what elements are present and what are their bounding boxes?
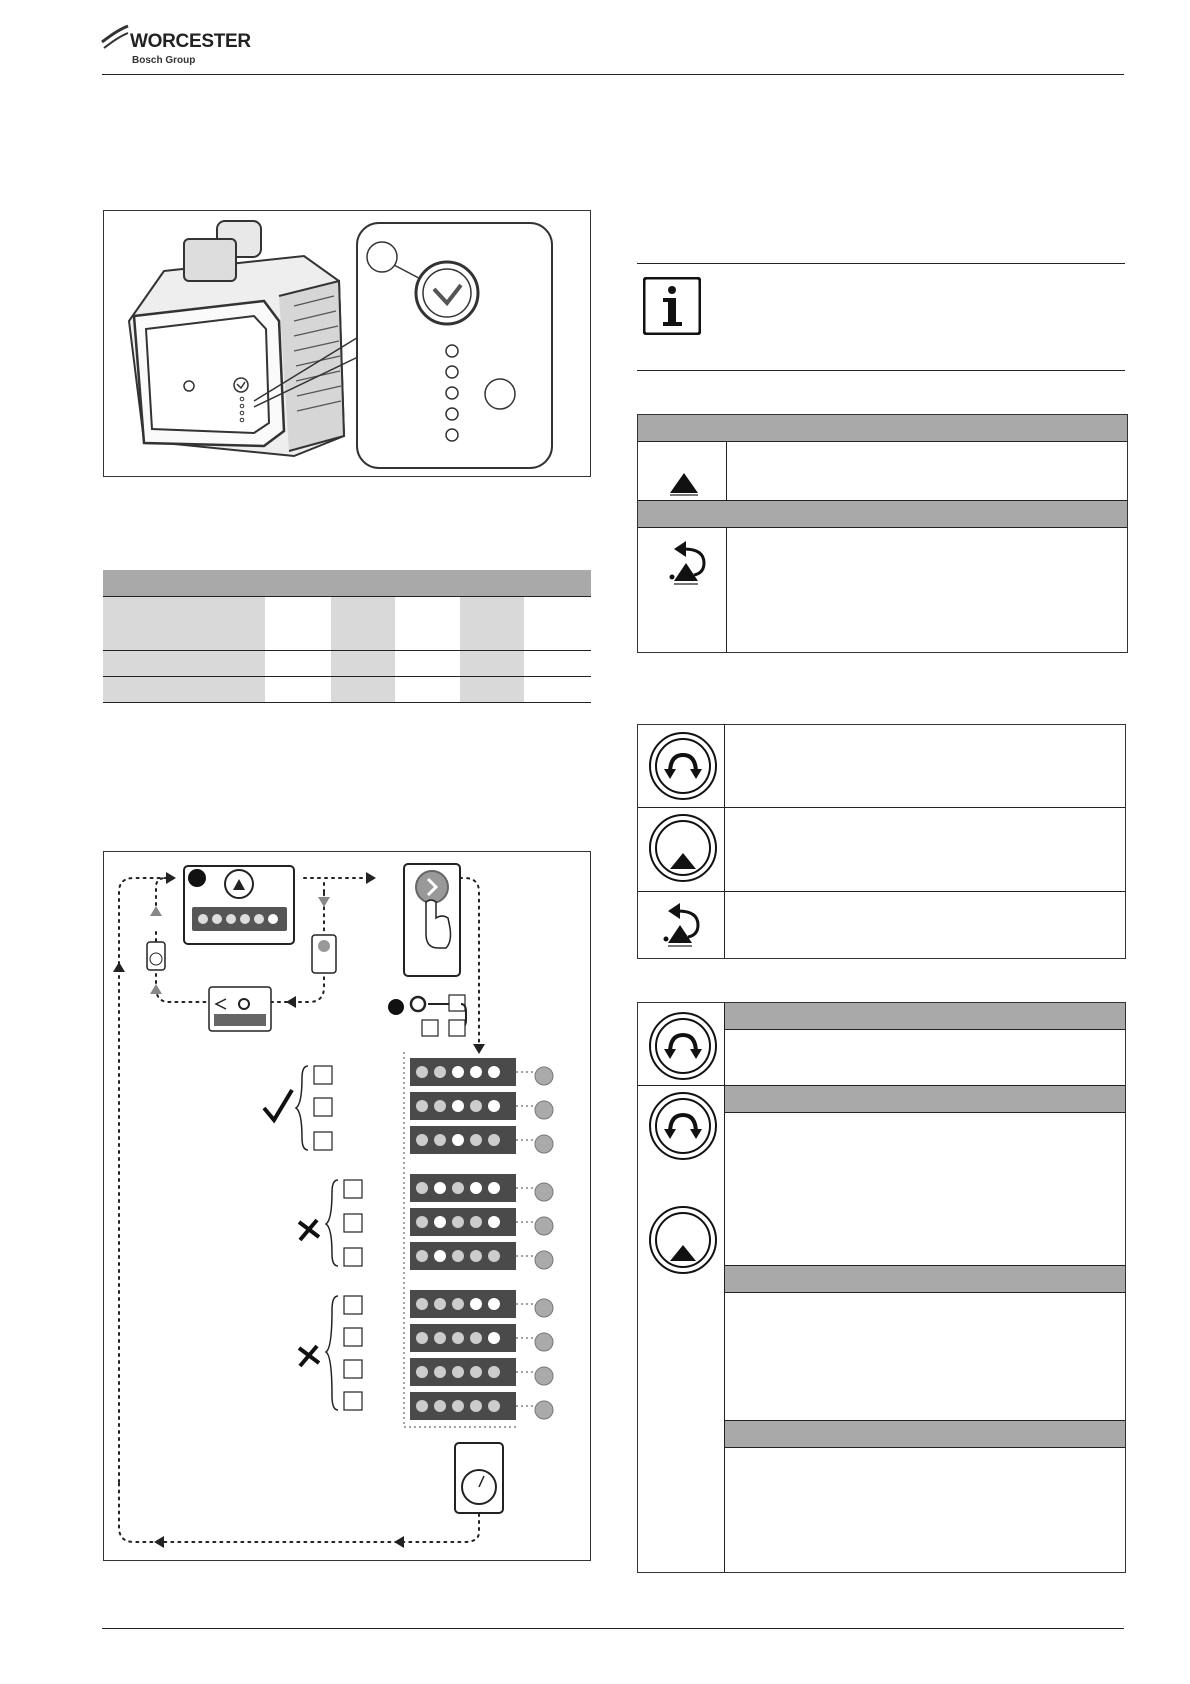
table-header	[103, 570, 591, 596]
rotate-circle-icon	[648, 731, 718, 801]
rotate-circle-icon	[648, 1011, 718, 1081]
curved-arrow-back-up-icon	[660, 901, 704, 949]
arrow-up-circle-icon	[648, 1205, 718, 1275]
arrow-up-circle-icon	[648, 813, 718, 883]
table-header	[725, 1003, 1125, 1029]
table-row-label-cell	[103, 597, 265, 650]
symbol-table-2	[637, 724, 1126, 959]
table-header	[638, 415, 1127, 441]
table-subheader	[638, 501, 1127, 527]
footer-rule	[102, 1628, 1124, 1629]
info-rule-top	[637, 263, 1125, 264]
pump-mode-diagram	[103, 851, 591, 1561]
table-row	[103, 651, 265, 676]
pump-figure	[103, 210, 591, 477]
header-rule	[102, 74, 1124, 75]
data-table-left	[103, 570, 591, 705]
symbol-table-1	[637, 414, 1128, 653]
mode-flow-illustration	[104, 852, 590, 1560]
brand-logo-swoosh	[100, 24, 130, 50]
info-icon	[643, 277, 701, 335]
arrow-up-icon	[668, 467, 700, 497]
table-subheader	[725, 1421, 1125, 1447]
curved-arrow-back-up-icon	[666, 539, 710, 587]
brand-subname: Bosch Group	[132, 55, 196, 66]
pump-illustration	[104, 211, 590, 476]
table-subheader	[725, 1266, 1125, 1292]
brand-name: WORCESTER	[130, 31, 251, 52]
info-rule-bottom	[637, 370, 1125, 371]
table-subheader	[725, 1086, 1125, 1112]
symbol-table-3	[637, 1002, 1126, 1573]
rotate-circle-icon	[648, 1091, 718, 1161]
brand-logo	[100, 22, 251, 66]
table-row	[103, 677, 265, 702]
